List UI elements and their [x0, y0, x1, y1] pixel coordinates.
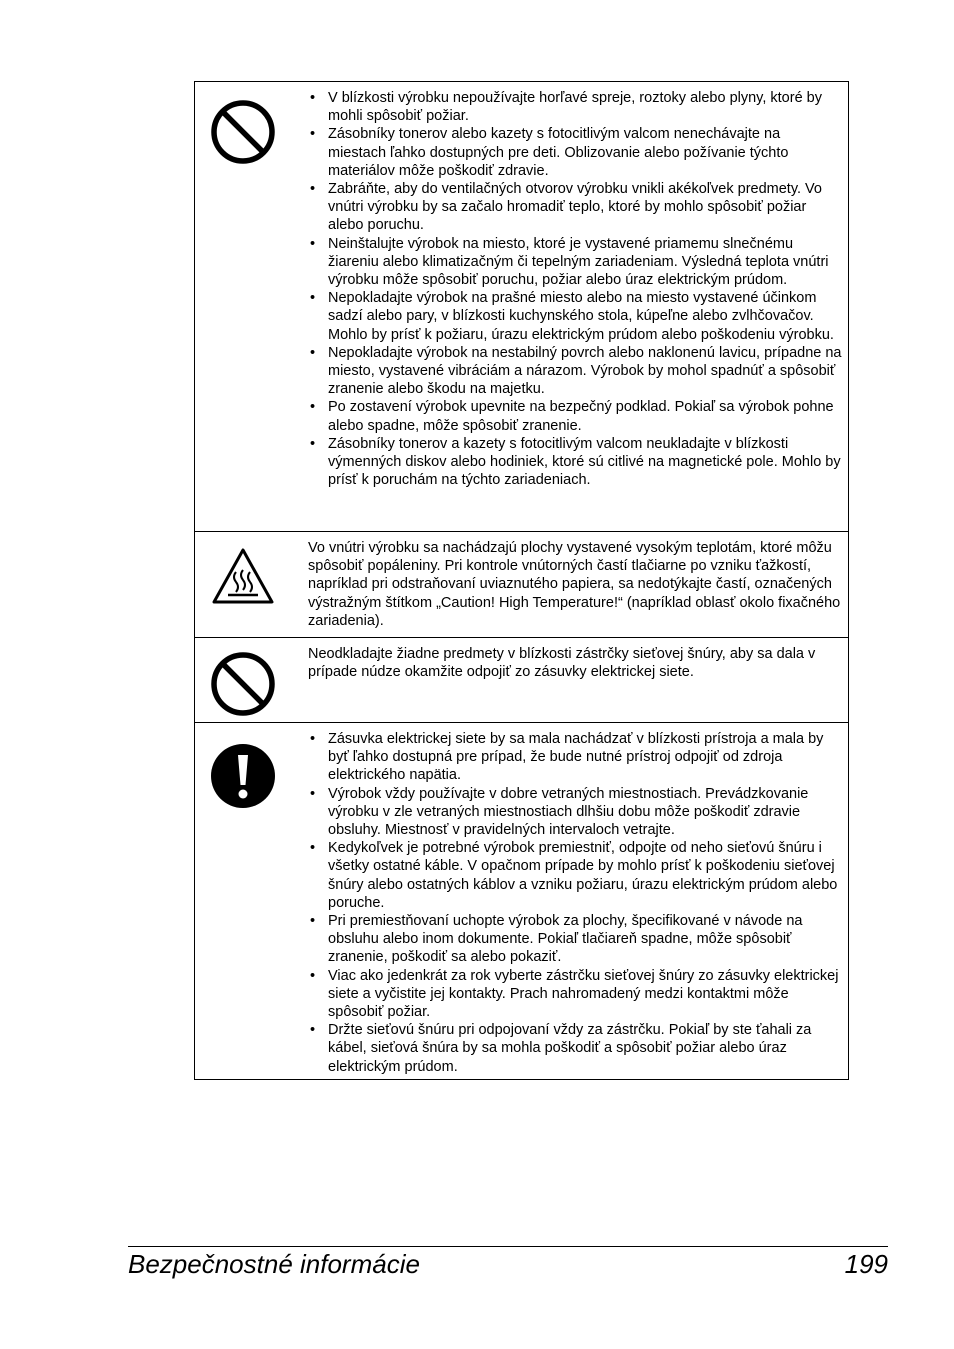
page-number: 199	[844, 1249, 888, 1279]
list-item: • Viac ako jedenkrát za rok vyberte zástrčku sieťovej šnúry zo zásuvky elektrickej siete a vyčistite jej kontakty. Prach nahromadený medzi kontaktmi môže spôsobiť požiar.	[308, 967, 842, 1022]
footer-rule	[128, 1246, 888, 1247]
icon-cell	[195, 723, 291, 1079]
safety-table	[194, 81, 849, 1080]
list-item: • Nepokladajte výrobok na prašné miesto alebo na miesto vystavené účinkom sadzí alebo pary, v blízkosti kuchynského stola, kúpeľne alebo zvlhčovačov. Mohlo by prísť k požiaru, úrazu elektrickým prúdom alebo poškodeniu výrobku.	[308, 289, 842, 344]
list-item: • V blízkosti výrobku nepoužívajte horľavé spreje, roztoky alebo plyny, ktoré by mohli spôsobiť požiar.	[308, 89, 842, 125]
safety-row-plug-access	[195, 637, 848, 722]
paragraph: Vo vnútri výrobku sa nachádzajú plochy vystavené vysokým teplotám, ktoré môžu spôsobiť popáleniny. Pri kontrole vnútorných častí tlačiarne po vzniku ťažkostí, napríklad pri odstraňovaní uviaznutého papiera, sa nedotýkajte častí, označených výstražným štítkom „Caution! High Temperature!“ (napríklad oblasť okolo fixačného zariadenia).	[308, 540, 841, 629]
text-cell	[291, 532, 848, 637]
text-cell	[291, 723, 848, 1079]
footer-title: Bezpečnostné informácie	[128, 1249, 420, 1279]
icon-cell	[195, 82, 291, 531]
text-cell	[291, 82, 848, 531]
list-item: • Neinštalujte výrobok na miesto, ktoré je vystavené priamemu slnečnému žiareniu alebo klimatizačným či tepelným zariadeniam. Výsledná teplota vnútri výrobku môže spôsobiť poruchu, požiar alebo úraz elektrickým prúdom.	[308, 235, 842, 290]
safety-row-fire-hazards	[195, 82, 848, 531]
list-item: • Zásobníky tonerov alebo kazety s fotocitlivým valcom nenechávajte na miestach ľahko dostupných pre deti. Oblizovanie alebo požívanie týchto materiálov môže poškodiť zdravie.	[308, 125, 842, 180]
paragraph: Neodkladajte žiadne predmety v blízkosti zástrčky sieťovej šnúry, aby sa dala v prípade núdze okamžite odpojiť zo zásuvky elektrickej siete.	[308, 646, 816, 681]
safety-row-mandatory	[195, 722, 848, 1079]
list-item: • Držte sieťovú šnúru pri odpojovaní vždy za zástrčku. Pokiaľ by ste ťahali za kábel, sieťová šnúra by sa mohla poškodiť a spôsobiť požiar alebo úraz elektrickým prúdom.	[308, 1021, 842, 1076]
safety-row-hot-surface	[195, 531, 848, 637]
list-item: • Pri premiestňovaní uchopte výrobok za plochy, špecifikované v návode na obsluhu alebo inom dokumente. Pokiaľ tlačiareň spadne, môže spôsobiť zranenie, poškodiť sa alebo pokaziť.	[308, 912, 842, 967]
bullet-list	[308, 89, 842, 489]
mandatory-action-icon	[210, 743, 276, 809]
prohibition-icon	[210, 99, 276, 165]
list-item: • Zásuvka elektrickej siete by sa mala nachádzať v blízkosti prístroja a mala by byť ľahko dostupná pre prípad, že bude nutné prístroj odpojiť od zdroja elektrického napätia.	[308, 730, 842, 785]
bullet-list	[308, 730, 842, 1076]
list-item: • Kedykoľvek je potrebné výrobok premiestniť, odpojte od neho sieťovú šnúru i všetky ostatné káble. V opačnom prípade by mohlo prísť k poškodeniu sieťovej šnúry alebo ostatných káblov a vzniku požiaru, úrazu elektrickým prúdom alebo poruche.	[308, 839, 842, 912]
list-item: • Zabráňte, aby do ventilačných otvorov výrobku vnikli akékoľvek predmety. Vo vnútri výrobku by sa začalo hromadiť teplo, ktoré by mohlo spôsobiť požiar alebo poruchu.	[308, 180, 842, 235]
list-item: • Výrobok vždy používajte v dobre vetraných miestnostiach. Prevádzkovanie výrobku v zle vetraných miestnostiach dlhšiu dobu môže poškodiť zdravie obsluhy. Miestnosť v pravidelných intervaloch vetrajte.	[308, 785, 842, 840]
list-item: • Po zostavení výrobok upevnite na bezpečný podklad. Pokiaľ sa výrobok pohne alebo spadne, môže spôsobiť zranenie.	[308, 398, 842, 434]
prohibition-icon	[210, 651, 276, 717]
icon-cell	[195, 638, 291, 722]
icon-cell	[195, 532, 291, 637]
text-cell	[291, 638, 848, 722]
list-item: • Nepokladajte výrobok na nestabilný povrch alebo naklonenú lavicu, prípadne na miesto, vystavené vibráciám a nárazom. Výrobok by mohol spadnúť a spôsobiť zranenie alebo škodu na majetku.	[308, 344, 842, 399]
list-item: • Zásobníky tonerov a kazety s fotocitlivým valcom neukladajte v blízkosti výmenných diskov alebo hodiniek, ktoré sú citlivé na magnetické pole. Mohlo by prísť k poruchám na týchto zariadeniach.	[308, 435, 842, 490]
hot-surface-icon	[210, 546, 276, 608]
